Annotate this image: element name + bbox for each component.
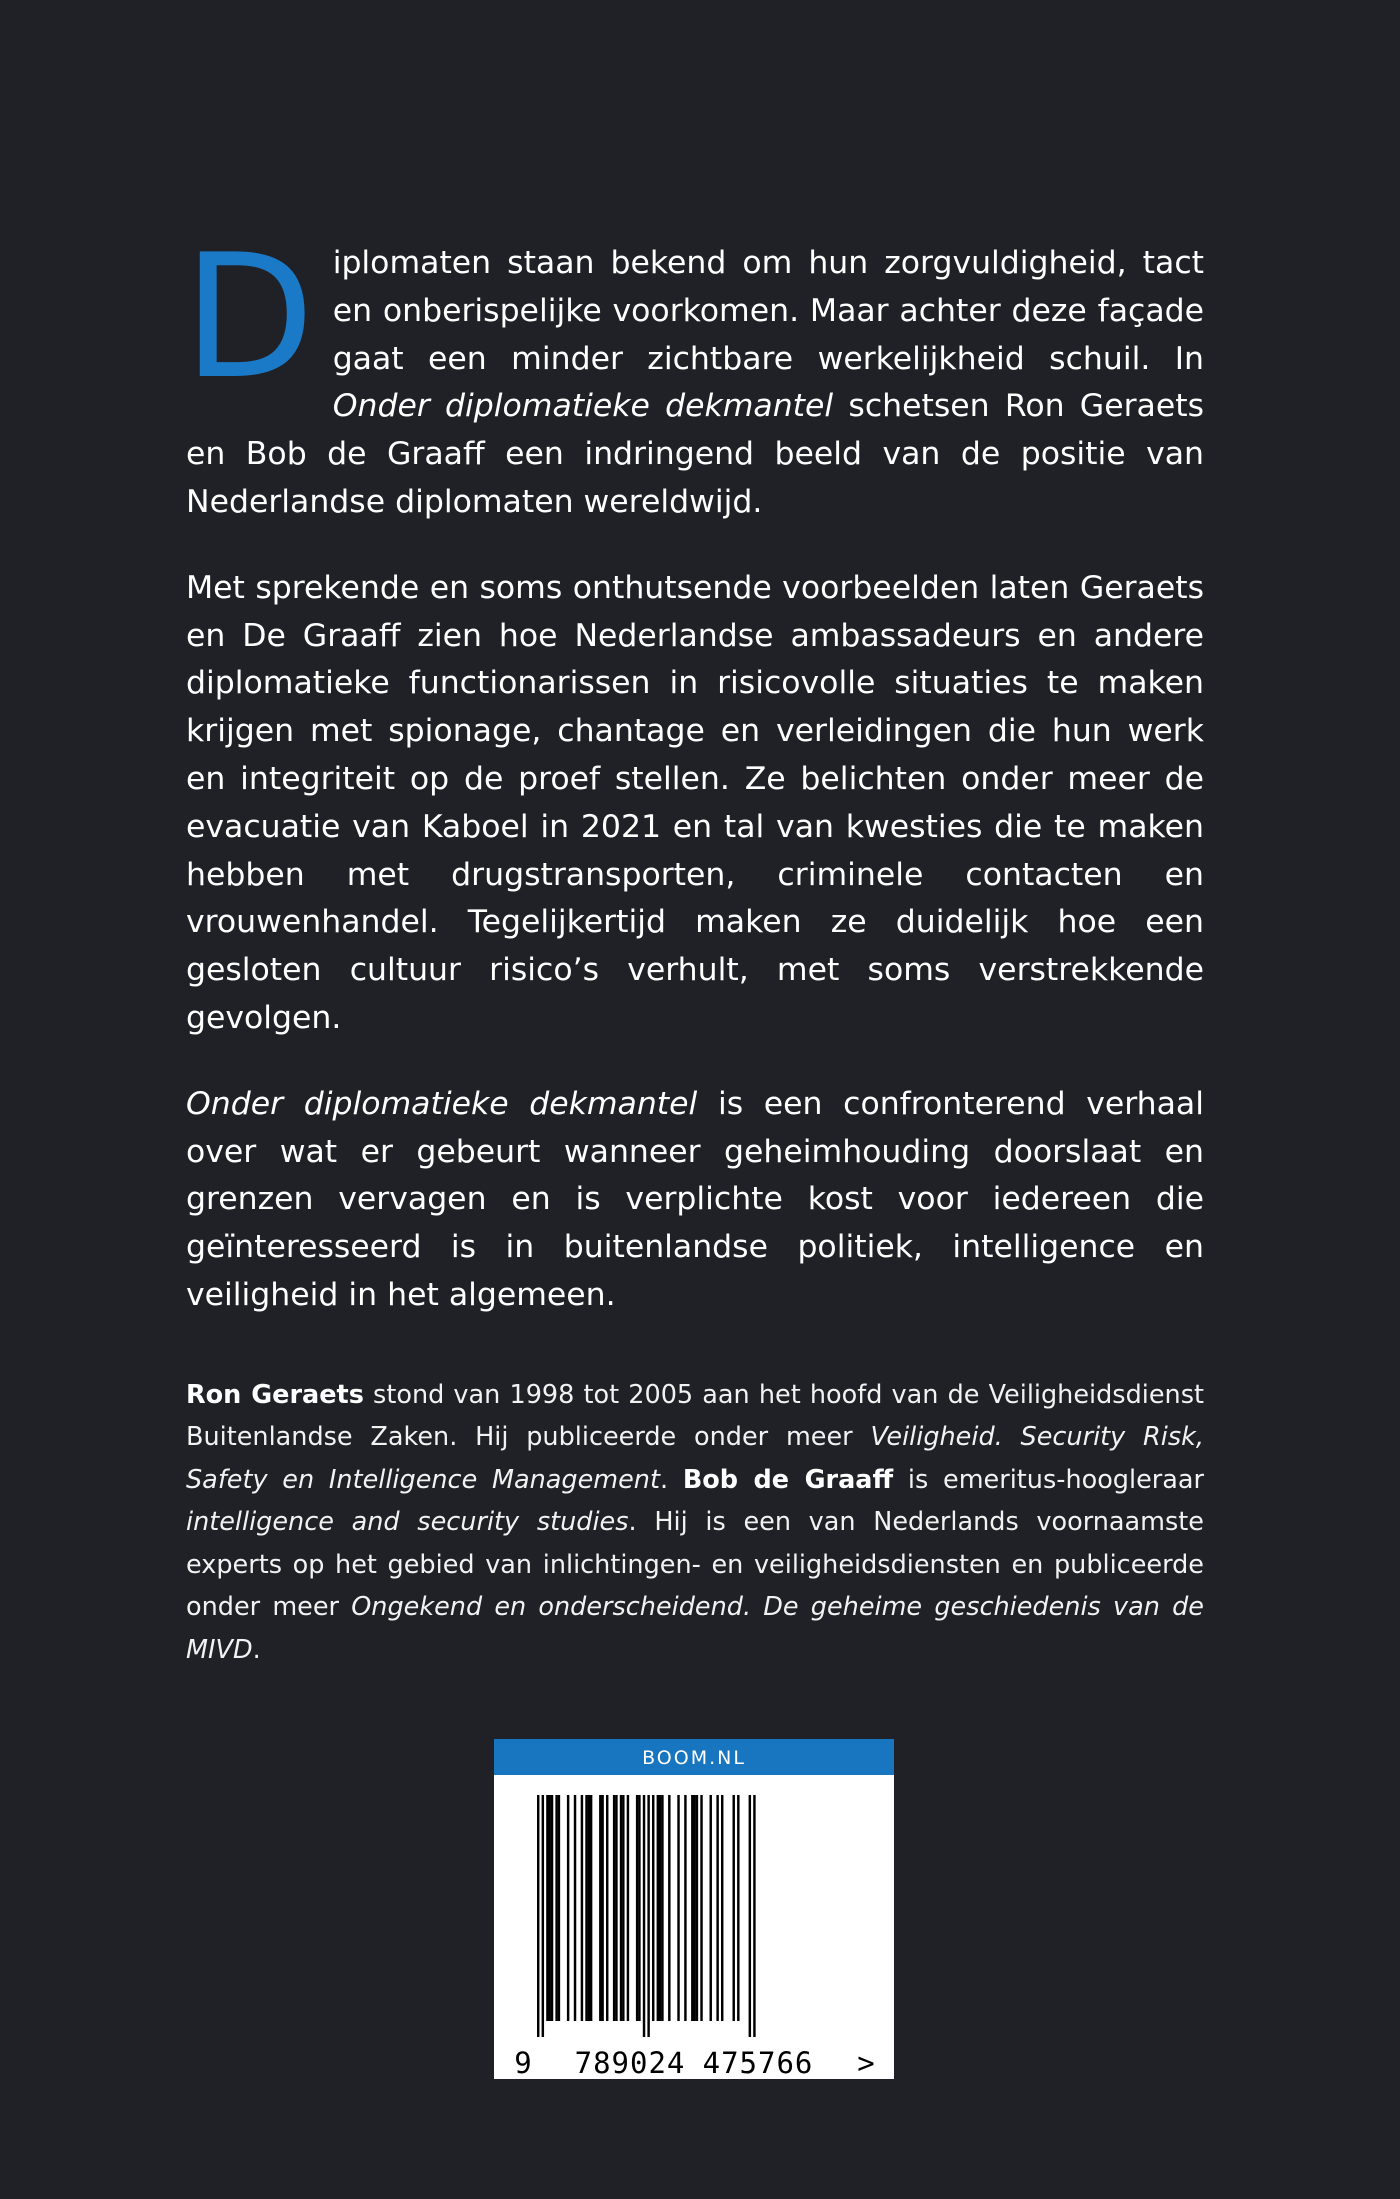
barcode-bar — [657, 1795, 659, 2021]
blurb-paragraph-1-text: iplomaten staan bekend om hun zorgvuldigheid, tact en onberispelijke voorkomen. Maar achter deze façade gaat een minder zichtbare werkelijkheid schuil. In Onder diplomatieke dekmantel schetsen Ron Geraets en Bob de Graaff een indringend beeld van de positie van Nederlandse diplomaten wereldwijd. — [186, 245, 1204, 520]
barcode-bar — [601, 1795, 603, 2021]
barcode-bar — [710, 1795, 712, 2021]
barcode-bar — [693, 1795, 695, 2021]
blurb — [183, 218, 1204, 1320]
barcode-bar — [627, 1795, 629, 2021]
barcode-bar — [638, 1795, 640, 2021]
barcode-bar — [636, 1795, 638, 2021]
barcode-bar — [615, 1795, 617, 2021]
barcode-bar — [668, 1795, 670, 2021]
barcode-bar — [585, 1795, 587, 2021]
barcode-bar — [696, 1795, 698, 2021]
barcode-bar — [542, 1795, 544, 2037]
isbn-quiet-mark: > — [857, 2046, 875, 2079]
blurb-paragraph-2: Met sprekende en soms onthutsende voorbeelden laten Geraets en De Graaff zien hoe Nederlandse ambassadeurs en andere diplomatieke functionarissen in risicovolle situaties te maken krijgen met spionage, chantage en verleidingen die hun werk en integriteit op de proef stellen. Ze belichten onder meer de evacuatie van Kaboel in 2021 en tal van kwesties die te maken hebben met drugstransporten, criminele contacten en vrouwenhandel. Tegelijkertijd maken ze duidelijk hoe een gesloten cultuur risico’s verhult, met soms verstrekkende gevolgen. — [186, 569, 1204, 1036]
barcode — [494, 1775, 894, 2079]
barcode-bar — [647, 1795, 649, 2037]
barcode-bar — [622, 1795, 624, 2021]
barcode-bar — [574, 1795, 576, 2021]
barcode-bar — [652, 1795, 654, 2021]
drop-cap: D — [183, 218, 315, 417]
barcode-bar — [749, 1795, 751, 2037]
barcode-bar — [733, 1795, 735, 2021]
barcode-bar — [753, 1795, 755, 2037]
barcode-bar — [558, 1795, 560, 2021]
author-bio: Ron Geraets stond van 1998 tot 2005 aan het hoofd van de Veiligheidsdienst Buitenlandse Zaken. Hij publiceerde onder meer Veiligheid. Security Risk, Safety en Intelligence Management. Bob de Graaff is emeritus-hoogleraar intelligence and security studies. Hij is een van Nederlands voornaamste experts op het gebied van inlichtingen- en veiligheidsdiensten en publiceerde onder meer Ongekend en onderscheidend. De geheime geschiedenis van de MIVD. — [186, 1379, 1204, 1665]
barcode-bar — [700, 1795, 702, 2021]
isbn-lead-digit: 9 — [514, 2046, 532, 2079]
barcode-bar — [737, 1795, 739, 2021]
barcode-bar — [537, 1795, 539, 2037]
barcode-bar — [590, 1795, 592, 2021]
barcode-bar — [691, 1795, 693, 2021]
barcode-bar — [551, 1795, 553, 2021]
isbn-barcode-block — [494, 1739, 894, 2079]
barcode-bar — [588, 1795, 590, 2021]
barcode-bar — [581, 1795, 583, 2021]
barcode-bar — [549, 1795, 551, 2021]
barcode-bar — [677, 1795, 679, 2021]
barcode-bar — [613, 1795, 615, 2021]
barcode-bar — [620, 1795, 622, 2021]
text-column — [183, 218, 1204, 1671]
barcode-bar — [599, 1795, 601, 2021]
barcode-bar — [661, 1795, 663, 2021]
isbn-group-1: 789024 — [574, 2046, 686, 2079]
blurb-paragraph-3: Onder diplomatieke dekmantel is een confronterend verhaal over wat er gebeurt wanneer geheimhouding doorslaat en grenzen vervagen en is verplichte kost voor iedereen die geïnteresseerd is in buitenlandse politiek, intelligence en veiligheid in het algemeen. — [186, 1085, 1204, 1313]
blurb-paragraph-1 — [183, 218, 1204, 527]
barcode-bar — [684, 1795, 686, 2021]
barcode-bars — [537, 1795, 756, 2037]
barcode-bar — [643, 1795, 645, 2037]
isbn-group-2: 475766 — [702, 2046, 814, 2079]
barcode-bar — [606, 1795, 608, 2021]
barcode-bar — [716, 1795, 718, 2021]
barcode-bar — [567, 1795, 569, 2021]
barcode-bar — [546, 1795, 548, 2021]
publisher-url-banner: BOOM.NL — [494, 1739, 894, 1775]
barcode-bar — [659, 1795, 661, 2021]
barcode-bar — [721, 1795, 723, 2021]
barcode-bar — [555, 1795, 557, 2021]
